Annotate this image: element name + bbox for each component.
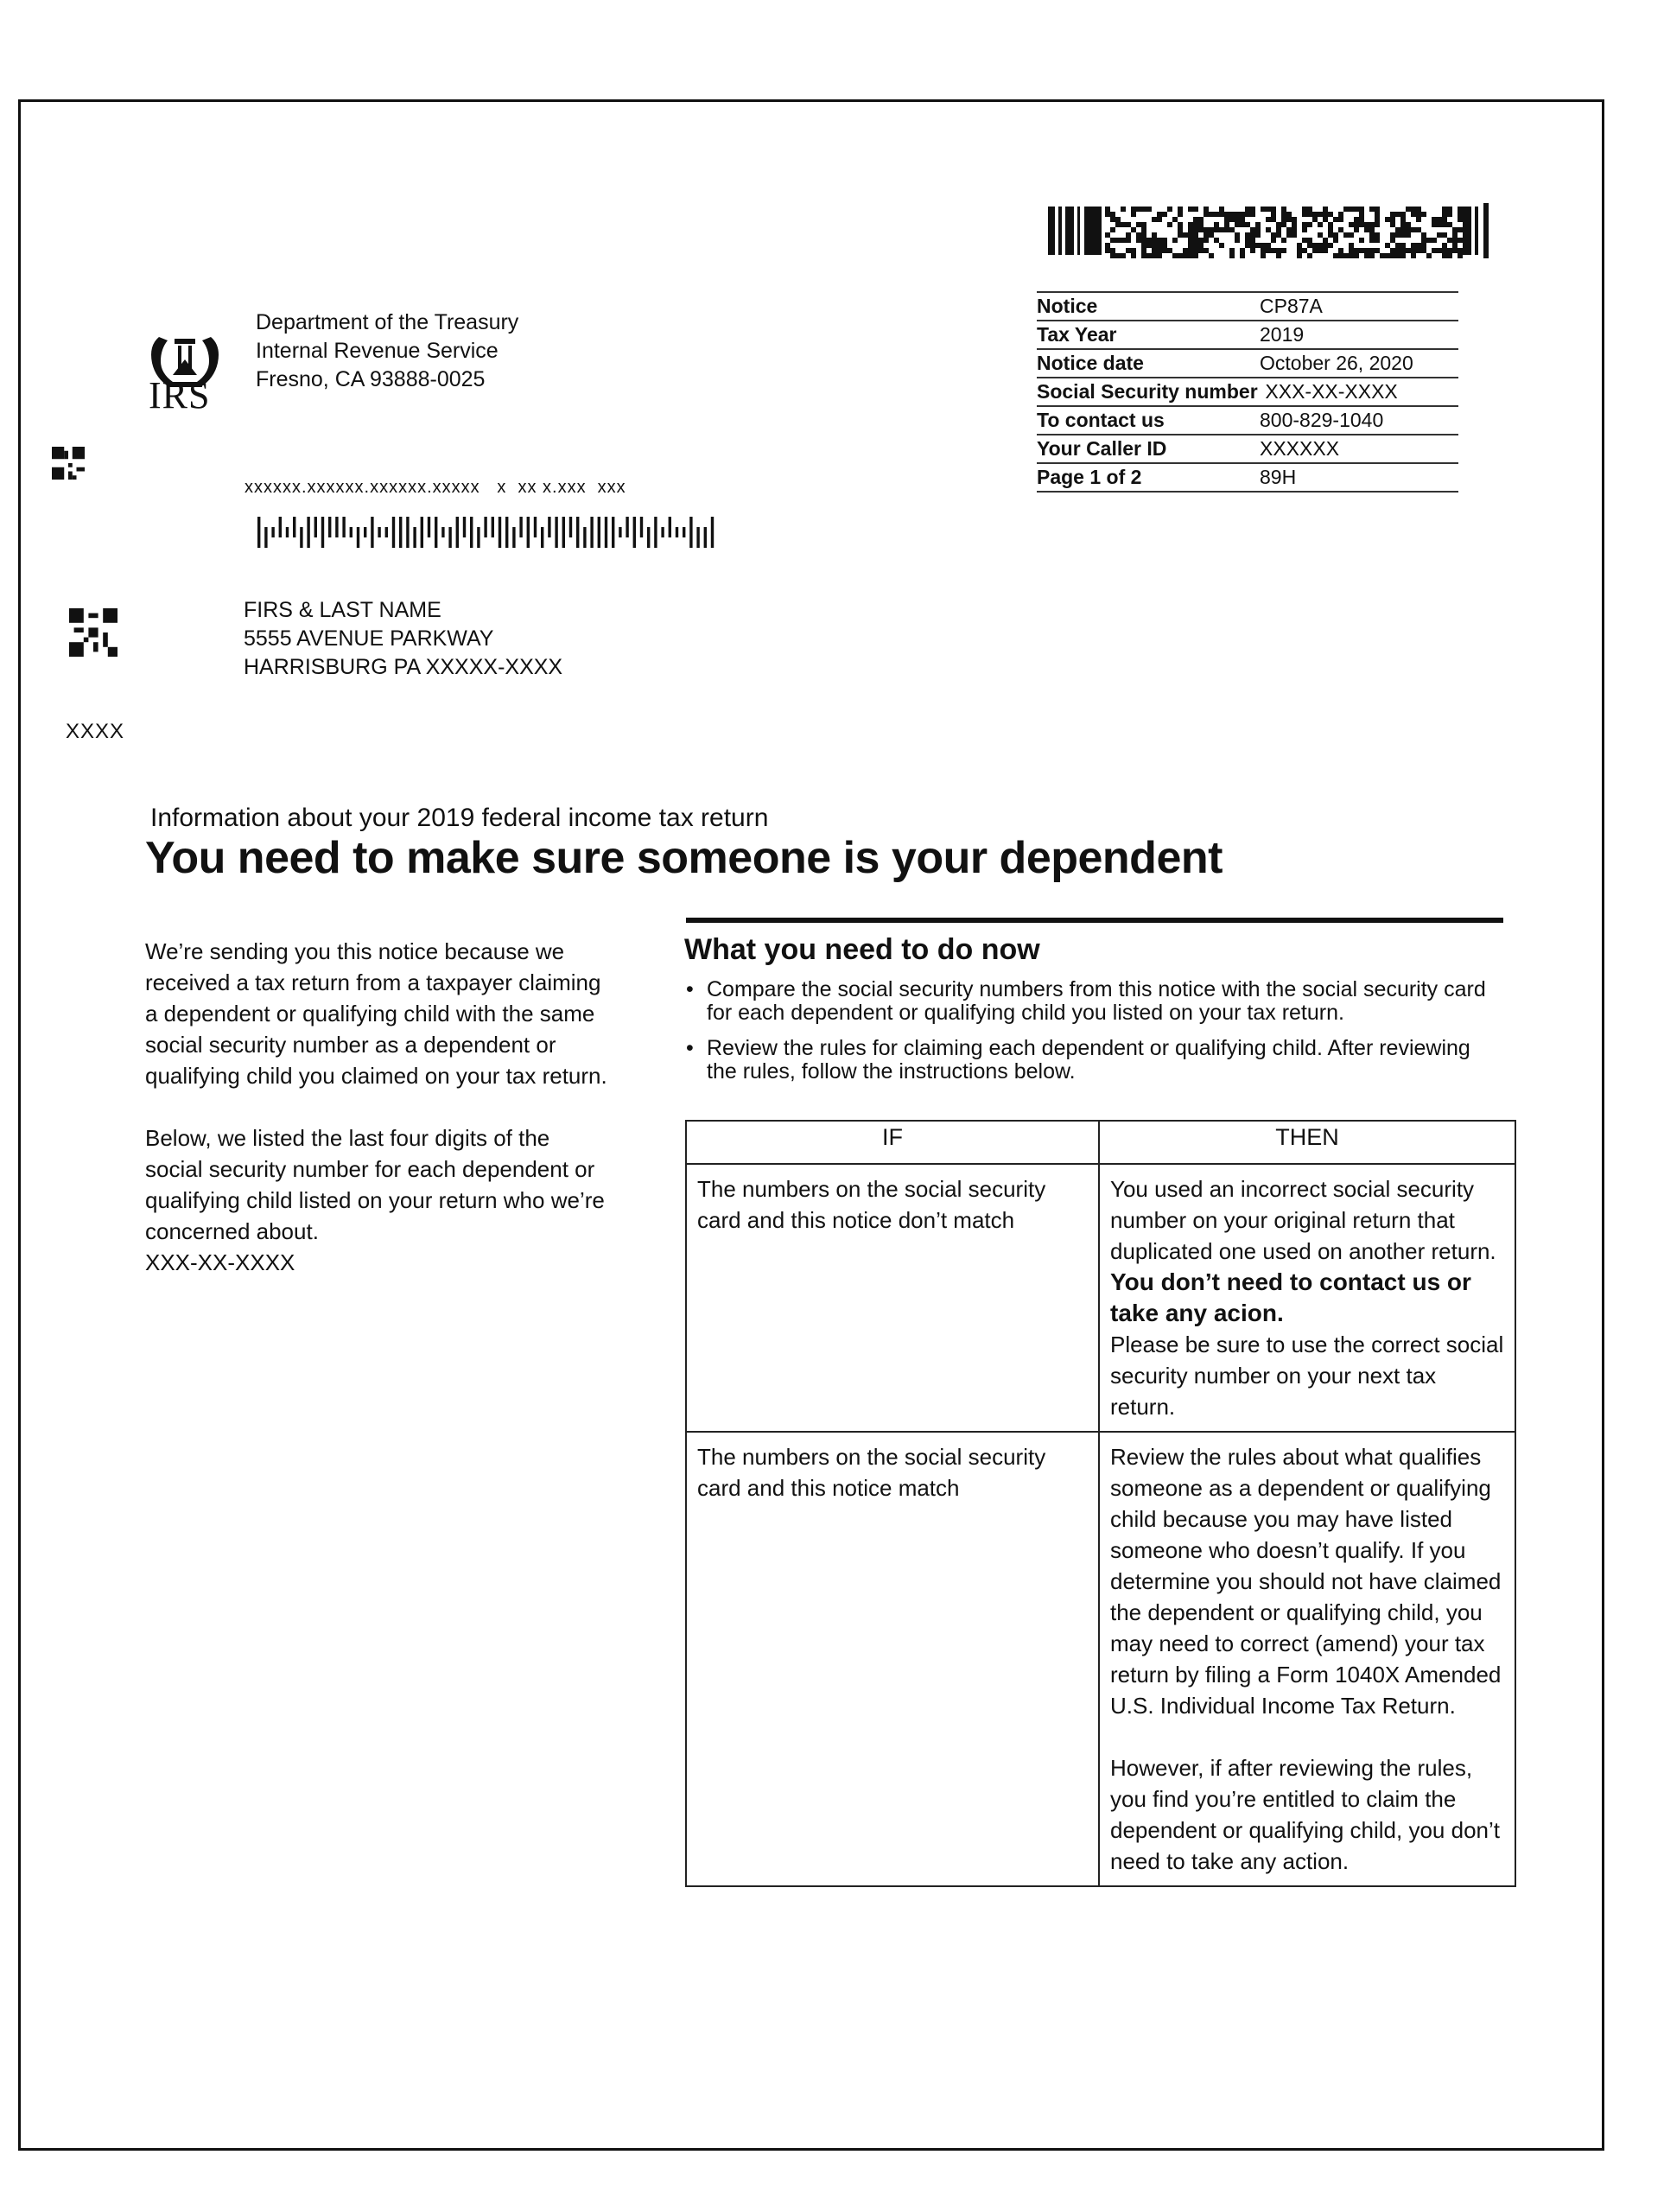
dependent-ssn: XXX-XX-XXXX [145,1249,295,1275]
recipient-street: 5555 AVENUE PARKWAY [244,626,494,651]
section-divider [686,918,1503,923]
notice-info-row [1037,434,1458,462]
then-bold-text: You don’t need to contact us or take any acion. [1110,1268,1471,1326]
instructions-list [684,978,1505,1096]
qr-code-small [52,447,85,480]
if-then-table [685,1120,1516,1887]
notice-info-label: Social Security number [1037,380,1258,403]
notice-info-value: October 26, 2020 [1260,352,1413,374]
agency-line-3: Fresno, CA 93888-0025 [256,367,486,391]
notice-info-value: XXXXXX [1260,437,1340,460]
notice-info-table [1037,291,1458,493]
top-barcode [1048,203,1497,258]
then-cell [1099,1164,1515,1432]
notice-info-label: Notice date [1037,352,1144,374]
header-then: THEN [1099,1121,1515,1164]
notice-info-label: Tax Year [1037,323,1117,346]
notice-info-label: To contact us [1037,409,1165,431]
mailing-code-line: xxxxxx.xxxxxx.xxxxxx.xxxxx x xx x.xxx xxx [245,478,626,497]
recipient-address [244,596,562,682]
notice-info-value: XXX-XX-XXXX [1260,380,1398,403]
notice-info-value: 89H [1260,466,1297,488]
notice-info-row [1037,291,1458,320]
table-row [686,1164,1515,1432]
notice-info-label: Notice [1037,295,1098,317]
if-cell: The numbers on the social security card and this notice don’t match [686,1164,1099,1432]
notice-info-label: Page 1 of 2 [1037,466,1142,488]
instruction-item: • Review the rules for claiming each dependent or qualifying child. After reviewing the rules, follow the instructions below. [684,1037,1505,1084]
notice-info-row [1037,348,1458,377]
then-text: Review the rules about what qualifies someone as a dependent or qualifying child because you may have listed someone who doesn’t qualify. If you determine you should not have claimed the dependent or qualifying child, you may need to correct (amend) your tax return by filing a Form 1040X Amended U.S. Individual Income Tax Return. [1110,1444,1502,1719]
agency-line-1: Department of the Treasury [256,310,519,334]
intro-paragraph: We’re sending you this notice because we received a tax return from a taxpayer claiming a dependent or qualifying child with the same social security number as a dependent or qualifying child you claimed on your tax return. [145,938,607,1089]
mail-marker: XXXX [66,720,125,743]
header-if: IF [686,1121,1099,1164]
table-row [686,1432,1515,1886]
then-text: You used an incorrect social security number on your original return that duplicated one used on another return. [1110,1176,1496,1264]
notice-info-row [1037,405,1458,434]
notice-info-value: CP87A [1260,295,1323,317]
recipient-city: HARRISBURG PA XXXXX-XXXX [244,655,563,679]
notice-info-label: Your Caller ID [1037,437,1167,460]
ssn-paragraph: Below, we listed the last four digits of the social security number for each dependent or qualifying child listed on your return who we’re concerned about. [145,1125,605,1244]
notice-info-row [1037,377,1458,405]
instruction-item: • Compare the social security numbers from this notice with the social security card for each dependent or qualifying child you listed on your tax return. [684,978,1505,1025]
notice-info-row [1037,462,1458,491]
agency-address [256,308,518,394]
if-cell: The numbers on the social security card and this notice match [686,1432,1099,1886]
then-tail-text: However, if after reviewing the rules, you find you’re entitled to claim the dependent or qualifying child, you don’t need to take any action. [1110,1755,1500,1874]
section-heading: What you need to do now [684,933,1040,966]
notice-title: You need to make sure someone is your dependent [145,833,1223,883]
notice-subtitle: Information about your 2019 federal income tax return [150,804,769,832]
postal-barcode [256,517,722,548]
left-column [145,936,612,1278]
notice-info-value: 2019 [1260,323,1305,346]
agency-line-2: Internal Revenue Service [256,339,499,363]
recipient-name: FIRS & LAST NAME [244,598,441,622]
qr-code-large [69,607,117,658]
then-cell [1099,1432,1515,1886]
notice-info-row [1037,320,1458,348]
irs-logo-text: IRS [149,374,211,416]
notice-info-value: 800-829-1040 [1260,409,1384,431]
then-tail-text: Please be sure to use the correct social security number on your next tax return. [1110,1332,1504,1420]
